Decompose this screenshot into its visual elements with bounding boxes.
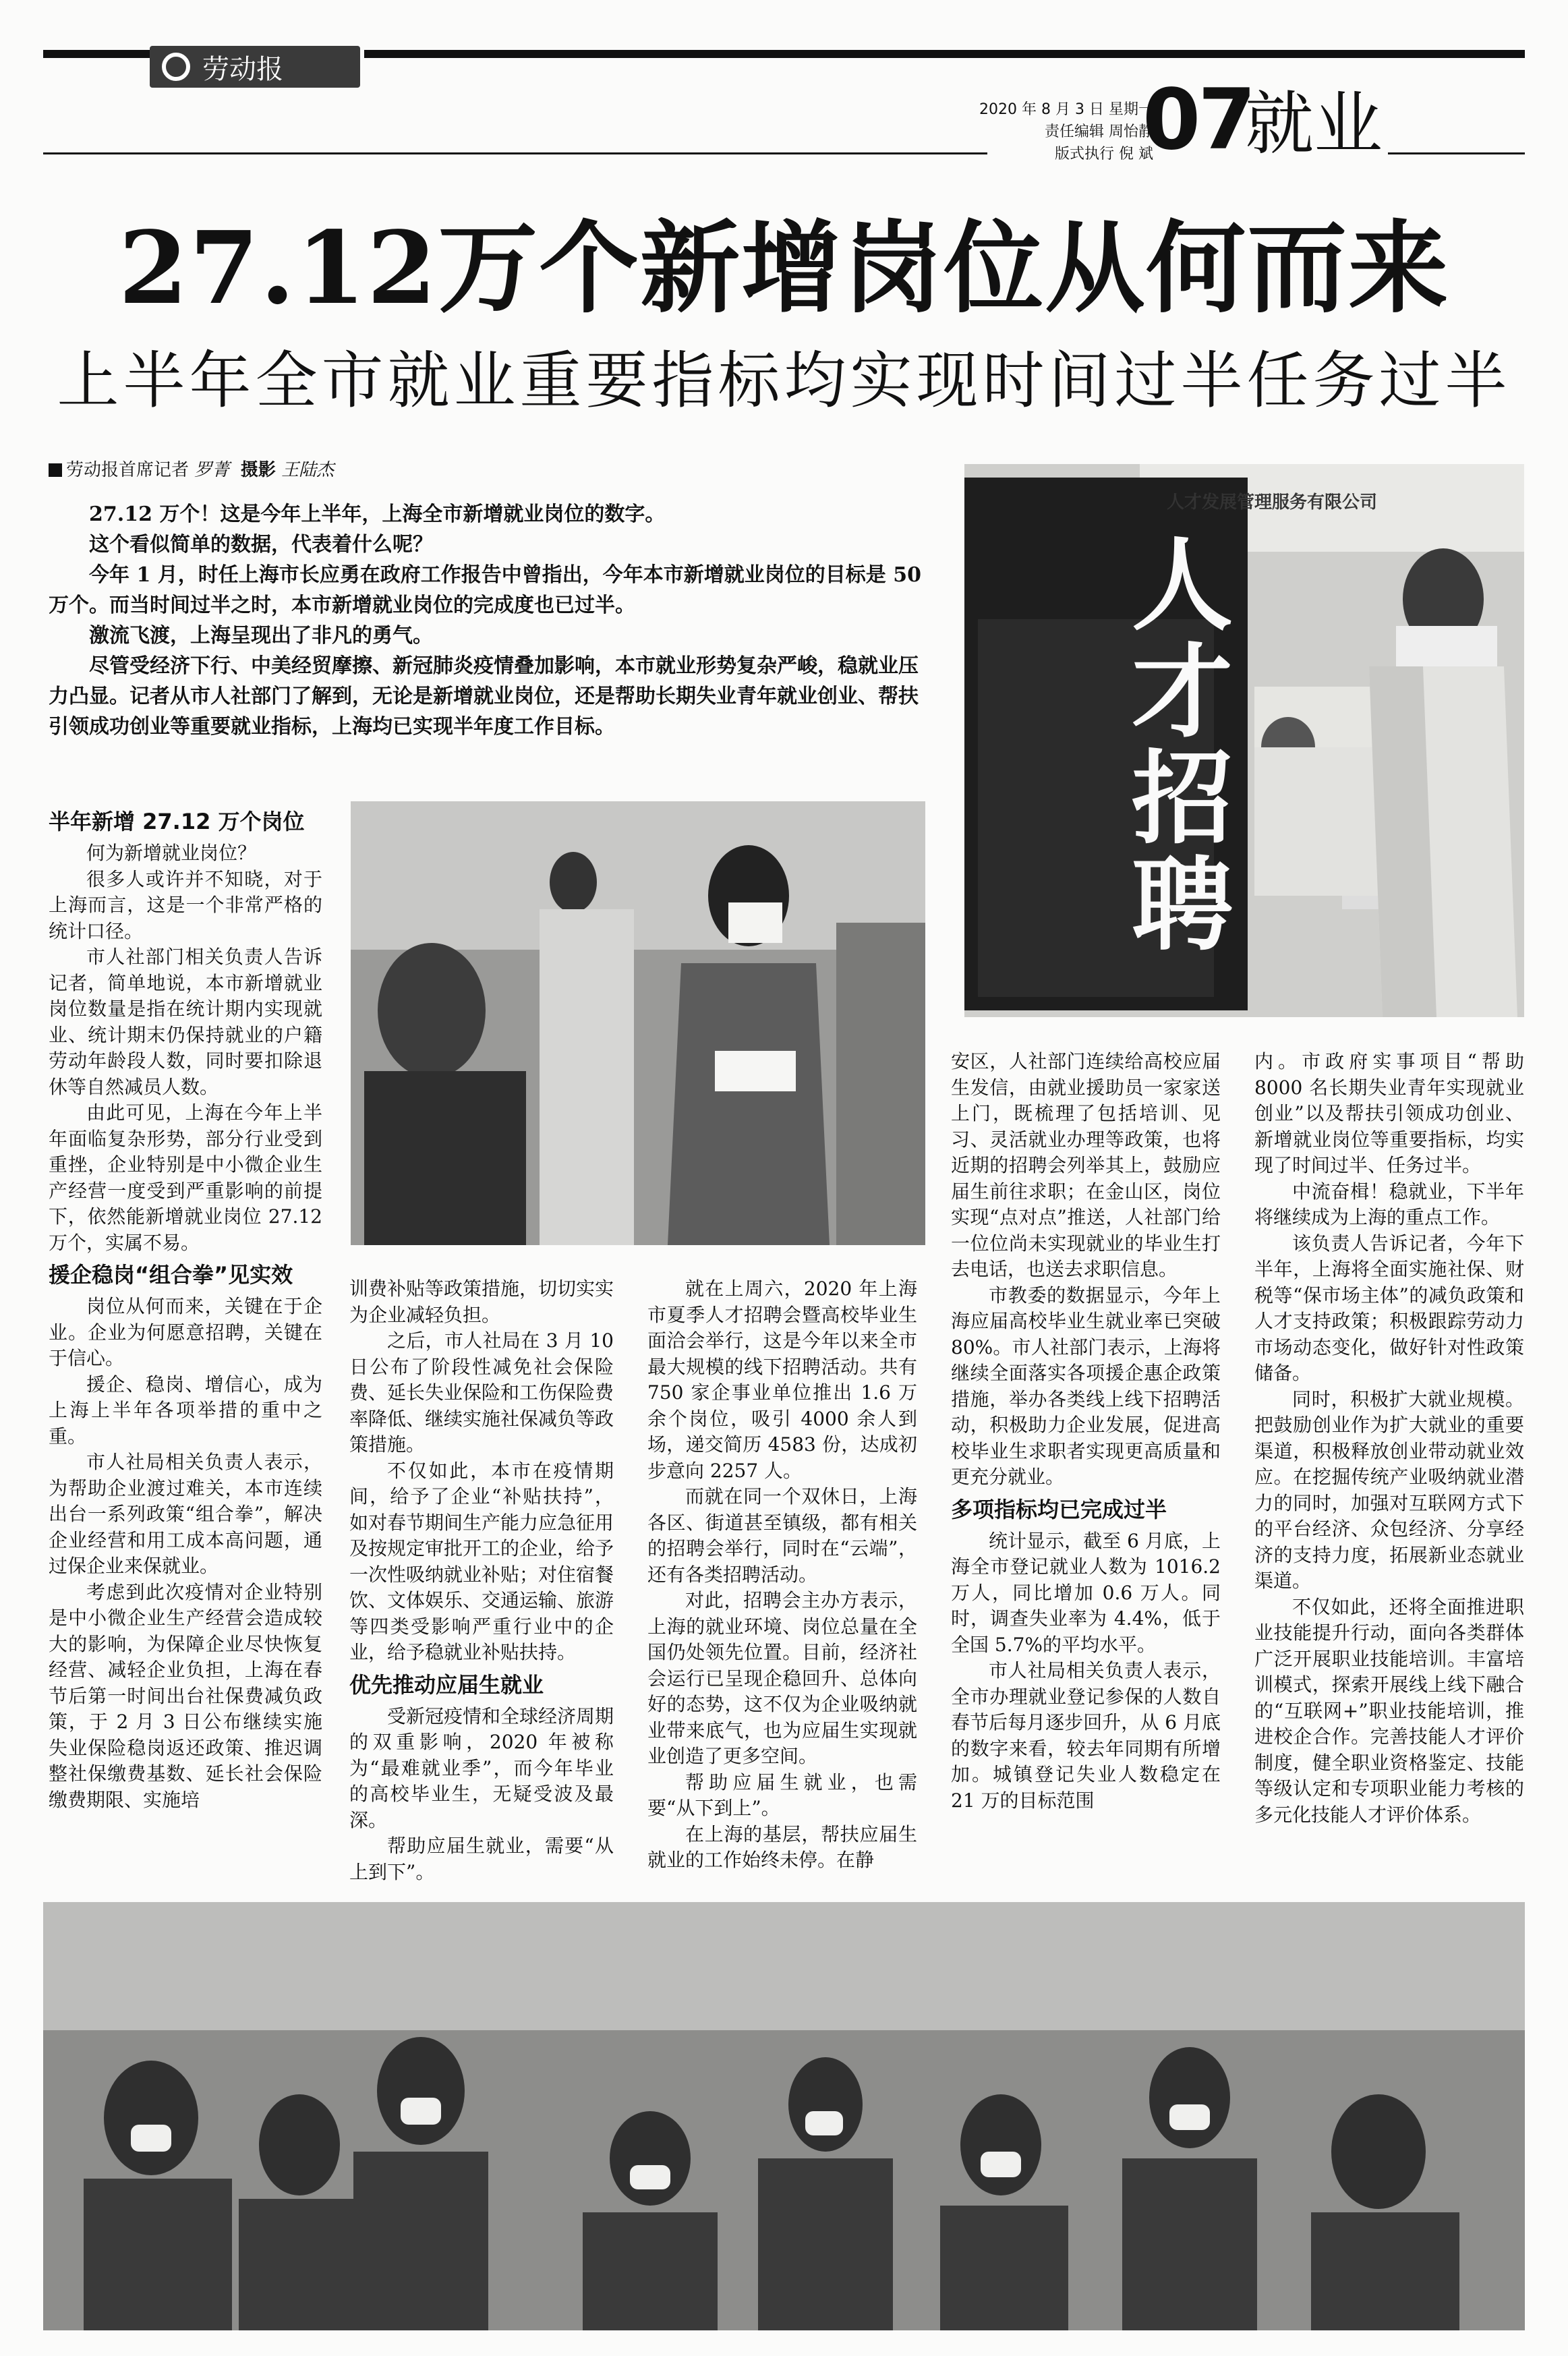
section-heading: 援企稳岗“组合拳”见实效 bbox=[49, 1262, 293, 1288]
paragraph: 该负责人告诉记者，今年下半年，上海将全面实施社保、财税等“保市场主体”的减负政策和人才支持政策；积极跟踪劳动力市场动态变化，做好针对性政策储备。 bbox=[1254, 1232, 1524, 1384]
paragraph: 同时，积极扩大就业规模。把鼓励创业作为扩大就业的重要渠道，积极释放创业带动就业效应。在挖掘传统产业吸纳就业潜力的同时，加强对互联网方式下的平台经济、众包经济、分享经济的支持力度，拓展新业态就业渠道。 bbox=[1254, 1387, 1524, 1592]
article-lead bbox=[49, 499, 929, 742]
paragraph: 考虑到此次疫情对企业特别是中小微企业生产经营会造成较大的影响，为保障企业尽快恢复经营、减轻企业负担，上海在春节后第一时间出台社保费减负政策，于 2 月 3 日公布继续实施失业保险稳岗返还政策、推迟调整社保缴费基数、延长社会保险缴费期限、实施培 bbox=[49, 1580, 322, 1811]
article-column-3 bbox=[647, 1276, 917, 1874]
top-rule-right bbox=[364, 50, 1525, 58]
lead-paragraph: 激流飞渡，上海呈现出了非凡的勇气。 bbox=[89, 624, 433, 648]
layout-credit: 版式执行 倪 斌 bbox=[1055, 146, 1153, 163]
paragraph: 不仅如此，本市在疫情期间，给予了企业“补贴扶持”，如对春节期间生产能力应急征用及按规定审批开工的企业，给予一次性吸纳就业补贴；对住宿餐饮、文体娱乐、交通运输、旅游等四类受影响严重行业中的企业，给予稳就业补贴扶持。 bbox=[349, 1459, 614, 1663]
paragraph: 援企、稳岗、增信心，成为上海上半年各项举措的重中之重。 bbox=[49, 1373, 322, 1447]
paper-logo-icon bbox=[162, 53, 190, 81]
headline: 27.12万个新增岗位从何而来 bbox=[118, 209, 1450, 326]
paragraph: 内。市政府实事项目“帮助 8000 名长期失业青年实现就业创业”以及帮扶引领成功创业、新增就业岗位等重要指标，均实现了时间过半、任务过半。 bbox=[1254, 1050, 1524, 1176]
editor-credit: 责任编辑 周怡静 bbox=[1045, 123, 1153, 140]
header-rule-right bbox=[1388, 152, 1525, 154]
article-column-5 bbox=[1254, 1049, 1524, 1828]
page-number: 07 bbox=[1142, 71, 1254, 169]
header-rule bbox=[43, 152, 987, 154]
article-column-2 bbox=[349, 1276, 614, 1885]
paragraph: 市人社部门相关负责人告诉记者，简单地说，本市新增就业岗位数量是指在统计期内实现就业、统计期末仍保持就业的户籍劳动年龄段人数，同时要扣除退休等自然减员人数。 bbox=[49, 946, 322, 1098]
paragraph: 训费补贴等政策措施，切切实实为企业减轻负担。 bbox=[349, 1277, 614, 1326]
byline-reporter: 罗菁 bbox=[194, 460, 230, 480]
paragraph: 岗位从何而来，关键在于企业。企业为何愿意招聘，关键在于信心。 bbox=[49, 1295, 322, 1369]
paragraph: 统计显示，截至 6 月底，上海全市登记就业人数为 1016.2 万人，同比增加 0.6 万人。同时，调查失业率为 4.4%，低于全国 5.7%的平均水平。 bbox=[951, 1529, 1221, 1656]
article-column-4 bbox=[951, 1049, 1221, 1814]
byline-photographer: 王陆杰 bbox=[281, 460, 335, 480]
photo-crowd bbox=[43, 1902, 1525, 2330]
masthead-name: 劳动报 bbox=[202, 53, 283, 85]
paragraph: 帮助应届生就业，也需要“从下到上”。 bbox=[647, 1771, 917, 1819]
paragraph: 很多人或许并不知晓，对于上海而言，这是一个非常严格的统计口径。 bbox=[49, 867, 322, 942]
subheadline: 上半年全市就业重要指标均实现时间过半任务过半 bbox=[57, 345, 1511, 417]
paragraph: 而就在同一个双休日，上海各区、街道甚至镇级，都有相关的招聘会举行，同时在“云端”，还有各类招聘活动。 bbox=[647, 1485, 917, 1586]
paragraph: 对此，招聘会主办方表示，上海的就业环境、岗位总量在全国仍处领先位置。目前，经济社会运行已呈现企稳回升、总体向好的态势，这不仅为企业吸纳就业带来底气，也为应届生实现就业创造了更多空间。 bbox=[647, 1589, 917, 1767]
paragraph: 市人社局相关负责人表示，全市办理就业登记参保的人数自春节后每月逐步回升，从 6 月底的数字来看，较去年同期有所增加。城镇登记失业人数稳定在 21 万的目标范围 bbox=[951, 1659, 1221, 1812]
lead-paragraph: 这个看似简单的数据，代表着什么呢？ bbox=[89, 533, 433, 556]
paragraph: 受新冠疫情和全球经济周期的双重影响，2020 年被称为“最难就业季”，而今年毕业的高校毕业生，无疑受波及最深。 bbox=[349, 1704, 614, 1831]
lead-paragraph: 尽管受经济下行、中美经贸摩擦、新冠肺炎疫情叠加影响，本市就业形势复杂严峻，稳就业压力凸显。记者从市人社部门了解到，无论是新增就业岗位，还是帮助长期失业青年就业创业、帮扶引领成功创业等重要就业指标，上海均已实现半年度工作目标。 bbox=[49, 654, 919, 739]
paragraph: 就在上周六，2020 年上海市夏季人才招聘会暨高校毕业生面洽会举行，这是今年以来全市最大规模的线下招聘活动。共有 750 家企事业单位推出 1.6 万余个岗位，吸引 4000 余人到场，递交简历 4583 份，达成初步意向 2257 人。 bbox=[647, 1277, 917, 1482]
booth-banner: 人才发展管理服务有限公司 bbox=[1167, 492, 1378, 513]
section-heading: 半年新增 27.12 万个岗位 bbox=[49, 809, 305, 834]
paragraph: 何为新增就业岗位？ bbox=[86, 842, 257, 864]
page-meta bbox=[958, 98, 1153, 165]
issue-date: 2020 年 8 月 3 日 星期一 bbox=[979, 101, 1153, 118]
section-heading: 多项指标均已完成过半 bbox=[951, 1496, 1167, 1522]
byline-prefix: 劳动报首席记者 bbox=[66, 460, 190, 480]
paragraph: 在上海的基层，帮扶应届生就业的工作始终未停。在静 bbox=[647, 1822, 917, 1871]
byline-photo-label: 摄影 bbox=[240, 460, 276, 480]
paragraph: 市人社局相关负责人表示，为帮助企业渡过难关，本市连续出台一系列政策“组合拳”，解决企业经营和用工成本高问题，通过保企业来保就业。 bbox=[49, 1451, 322, 1577]
paragraph: 帮助应届生就业，需要“从上到下”。 bbox=[349, 1835, 614, 1883]
poster-title: 人才招聘 bbox=[1114, 531, 1233, 958]
byline bbox=[49, 459, 334, 482]
paragraph: 中流奋楫！稳就业，下半年将继续成为上海的重点工作。 bbox=[1254, 1180, 1524, 1228]
top-rule-left bbox=[43, 50, 155, 58]
paragraph: 不仅如此，还将全面推进职业技能提升行动，面向各类群体广泛开展职业技能培训。丰富培训模式，探索开展线上线下融合的“互联网+”职业技能培训，推进校企合作。完善技能人才评价制度，健全职业资格鉴定、技能等级认定和专项职业能力考核的多元化技能人才评价体系。 bbox=[1254, 1595, 1524, 1826]
photo-job-seeker bbox=[351, 801, 925, 1245]
section-heading: 优先推动应届生就业 bbox=[349, 1671, 544, 1698]
paragraph: 由此可见，上海在今年上半年面临复杂形势，部分行业受到重挫，企业特别是中小微企业生产经营一度受到严重影响的前提下，依然能新增就业岗位 27.12 万个，实属不易。 bbox=[49, 1101, 322, 1254]
lead-paragraph: 27.12 万个！这是今年上半年，上海全市新增就业岗位的数字。 bbox=[89, 502, 666, 526]
lead-paragraph: 今年 1 月，时任上海市长应勇在政府工作报告中曾指出，今年本市新增就业岗位的目标是 50 万个。而当时间过半之时，本市新增就业岗位的完成度也已过半。 bbox=[49, 563, 921, 617]
masthead bbox=[150, 46, 360, 88]
paragraph: 之后，市人社局在 3 月 10 日公布了阶段性减免社会保险费、延长失业保险和工伤保险费率降低、继续实施社保减负等政策措施。 bbox=[349, 1329, 614, 1456]
article-column-1 bbox=[49, 803, 322, 1813]
byline-square-icon bbox=[49, 463, 62, 477]
paragraph: 安区，人社部门连续给高校应届生发信，由就业援助员一家家送上门，既梳理了包括培训、见习、灵活就业办理等政策，也将近期的招聘会列举其上，鼓励应届生前往求职；在金山区，岗位实现“点对点”推送，人社部门给一位位尚未实现就业的毕业生打去电话，也送去求职信息。 bbox=[951, 1050, 1221, 1280]
paragraph: 市教委的数据显示，今年上海应届高校毕业生就业率已突破 80%。市人社部门表示，上海将继续全面落实各项援企惠企政策措施，举办各类线上线下招聘活动，积极助力企业发展，促进高校毕业生求职者实现更高质量和更充分就业。 bbox=[951, 1284, 1221, 1488]
photo-job-fair-booth bbox=[964, 464, 1524, 1017]
section-title: 就业 bbox=[1245, 84, 1383, 165]
